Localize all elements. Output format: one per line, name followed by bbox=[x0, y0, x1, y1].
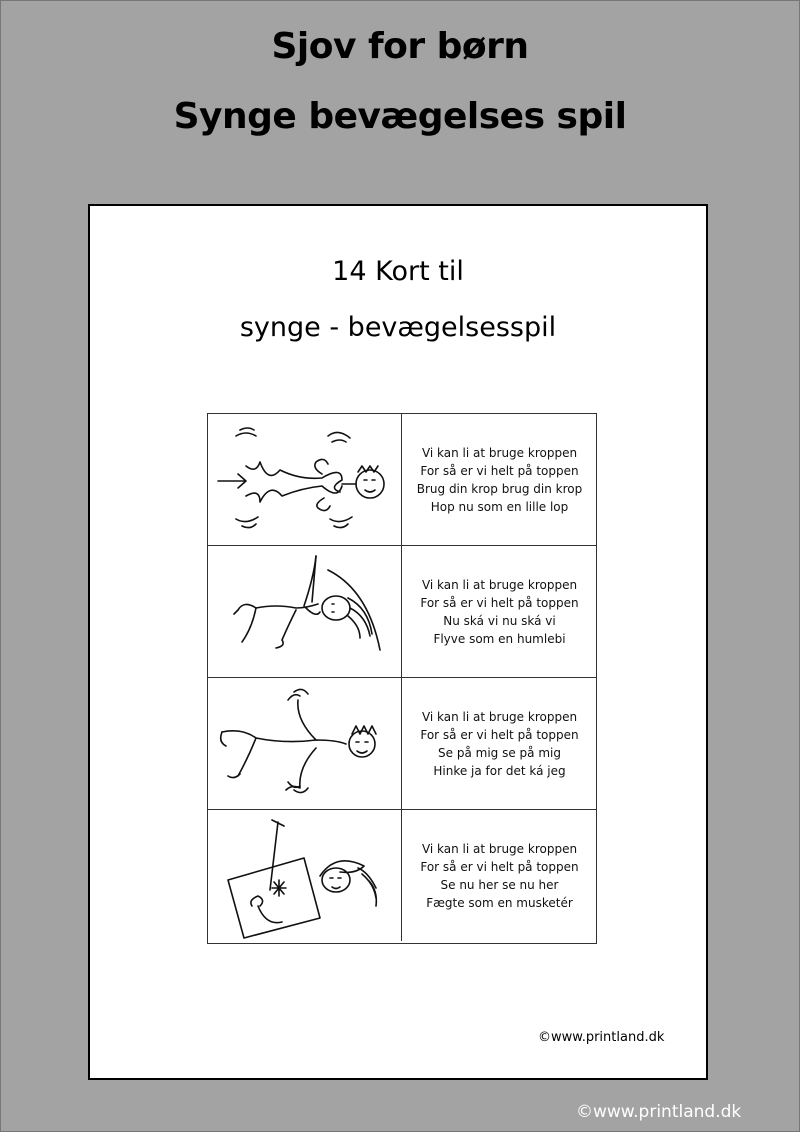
card-lyrics bbox=[403, 810, 596, 941]
lyric-line: Se nu her se nu her bbox=[440, 877, 559, 892]
sheet-heading-line2: synge - bevægelsesspil bbox=[239, 312, 557, 343]
lyric-line: Vi kan li at bruge kroppen bbox=[421, 841, 578, 856]
card-lyrics bbox=[403, 678, 596, 809]
card-grid bbox=[207, 413, 597, 944]
lyric-line: Hop nu som en lille lop bbox=[430, 499, 569, 514]
song-card bbox=[208, 810, 596, 942]
stick-figure-jumping-icon bbox=[208, 414, 402, 545]
lyric-line: Flyve som en humlebi bbox=[433, 631, 566, 646]
lyric-line: Nu ská vi nu ská vi bbox=[443, 613, 556, 628]
lyric-line: For så er vi helt på toppen bbox=[420, 595, 579, 610]
song-card bbox=[208, 678, 596, 810]
lyric-line: For så er vi helt på toppen bbox=[420, 727, 579, 742]
lyric-line: Vi kan li at bruge kroppen bbox=[421, 709, 578, 724]
lyric-line: Hinke ja for det ká jeg bbox=[433, 763, 566, 778]
song-card bbox=[208, 414, 596, 546]
lyric-line: For så er vi helt på toppen bbox=[420, 463, 579, 478]
lyric-line: Brug din krop brug din krop bbox=[416, 481, 583, 496]
preview-sheet bbox=[88, 204, 708, 1080]
card-lyrics bbox=[403, 546, 596, 677]
page-title-line2: Synge bevægelses spil bbox=[173, 96, 627, 137]
page-copyright: ©www.printland.dk bbox=[576, 1102, 742, 1122]
card-lyrics bbox=[403, 414, 596, 545]
musketeer-fencing-icon bbox=[208, 810, 402, 941]
stick-figure-flying-icon bbox=[208, 546, 402, 677]
lyric-line: Vi kan li at bruge kroppen bbox=[421, 577, 578, 592]
lyric-line: For så er vi helt på toppen bbox=[420, 859, 579, 874]
page-title-line1: Sjov for børn bbox=[271, 26, 529, 67]
stick-figure-hopping-icon bbox=[208, 678, 402, 809]
lyric-line: Fægte som en musketér bbox=[426, 895, 573, 910]
lyric-line: Vi kan li at bruge kroppen bbox=[421, 445, 578, 460]
sheet-heading-line1: 14 Kort til bbox=[332, 256, 464, 287]
song-card bbox=[208, 546, 596, 678]
lyric-line: Se på mig se på mig bbox=[438, 745, 561, 760]
sheet-copyright: ©www.printland.dk bbox=[538, 1030, 665, 1045]
